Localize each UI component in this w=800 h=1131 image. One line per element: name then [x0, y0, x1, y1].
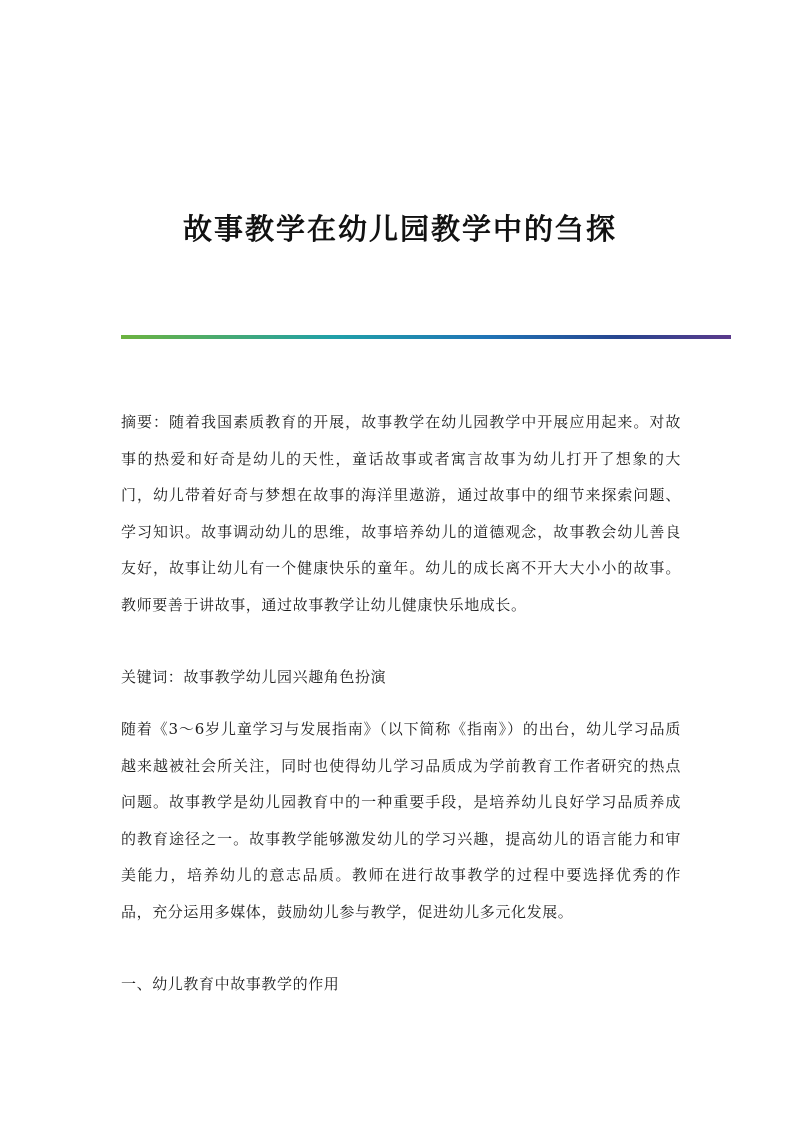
page-title: 故事教学在幼儿园教学中的刍探	[182, 212, 617, 247]
intro-paragraph: 随着《3～6岁儿童学习与发展指南》（以下简称《指南》）的出台，幼儿学习品质越来越被社会所关注，同时也使得幼儿学习品质成为学前教育工作者研究的热点问题。故事教学是幼儿园教育中的一种重要手段，是培养幼儿良好学习品质养成的教育途径之一。故事教学能够激发幼儿的学习兴趣，提高幼儿的语言能力和审美能力，培养幼儿的意志品质。教师在进行故事教学的过程中要选择优秀的作品，充分运用多媒体，鼓励幼儿参与教学，促进幼儿多元化发展。	[121, 720, 681, 921]
section-heading: 一、幼儿教育中故事教学的作用	[121, 975, 340, 993]
abstract-paragraph: 摘要：随着我国素质教育的开展，故事教学在幼儿园教学中开展应用起来。对故事的热爱和好奇是幼儿的天性，童话故事或者寓言故事为幼儿打开了想象的大门，幼儿带着好奇与梦想在故事的海洋里遨游，通过故事中的细节来探索问题、学习知识。故事调动幼儿的思维，故事培养幼儿的道德观念，故事教会幼儿善良友好，故事让幼儿有一个健康快乐的童年。幼儿的成长离不开大大小小的故事。教师要善于讲故事，通过故事教学让幼儿健康快乐地成长。	[121, 413, 681, 614]
title-divider	[121, 335, 731, 339]
keywords-line: 关键词：故事教学幼儿园兴趣角色扮演	[121, 668, 387, 686]
